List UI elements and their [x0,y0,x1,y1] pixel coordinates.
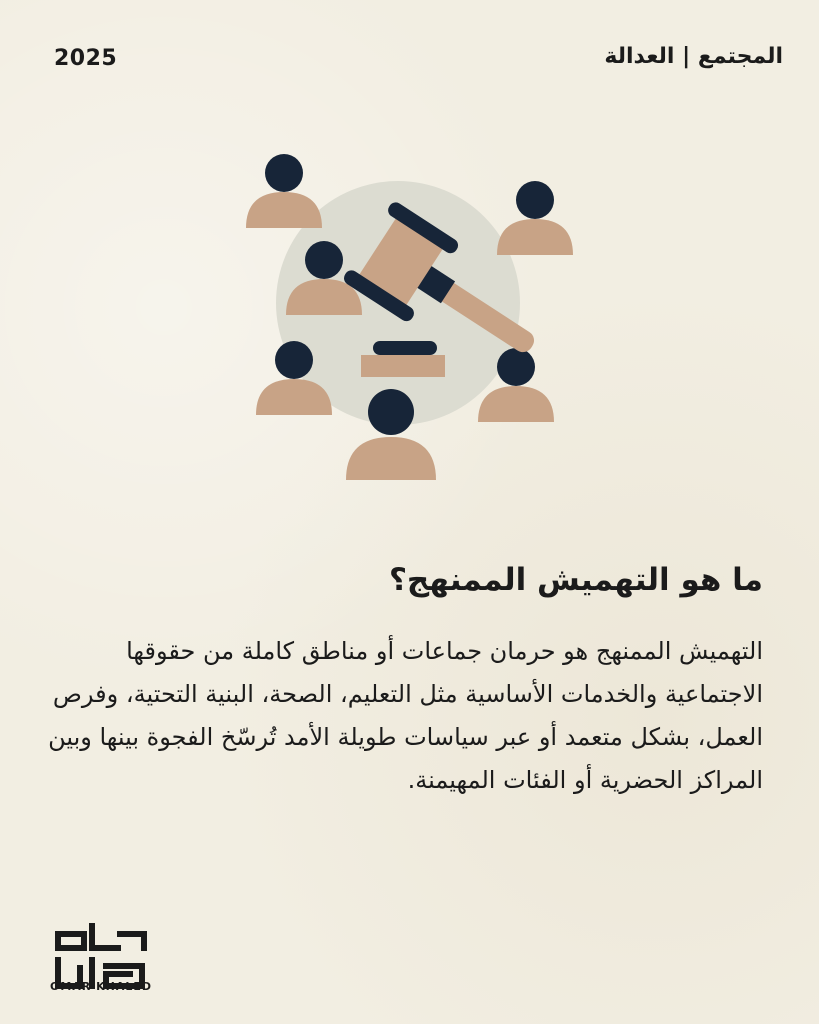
article-body: التهميش الممنهج هو حرمان جماعات أو مناطق كاملة من حقوقها الاجتماعية والخدمات الأساسية مثل التعليم، الصحة، البنية التحتية، وفرص العمل، بشكل متعمد أو عبر سياسات طويلة الأمد تُرسّخ الفجوة بينها وبين المراكز الحضرية أو الفئات المهيمنة. [48,637,763,794]
logo-mark [50,905,153,1015]
gavel-block [361,341,445,377]
person-icon [246,154,322,228]
justice-illustration [230,140,590,490]
brand-name: OMAR KHALED [50,980,153,993]
article-heading: ما هو التهميش الممنهج؟ [388,562,763,598]
year-label: 2025 [54,46,118,71]
person-icon [497,181,573,255]
category-label: المجتمع | العدالة [604,44,783,69]
